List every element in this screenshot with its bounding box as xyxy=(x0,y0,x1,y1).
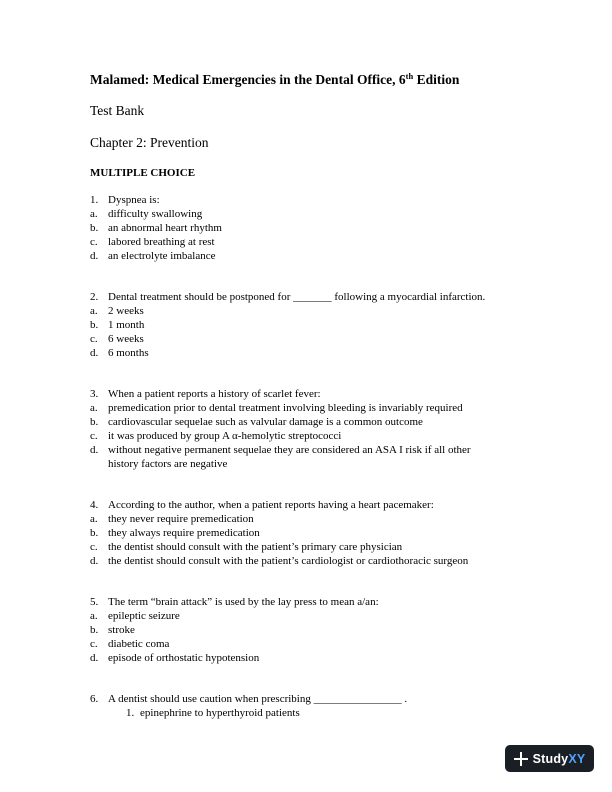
question-2-option-a: a. 2 weeks xyxy=(90,305,144,317)
question-2-option-d: d. 6 months xyxy=(90,347,149,359)
question-3-option-c: c. it was produced by group A α-hemolytic streptococci xyxy=(90,430,342,442)
question-2-option-b: b. 1 month xyxy=(90,319,145,331)
question-6: 6. A dentist should use caution when prescribing ________________ . xyxy=(90,693,408,705)
question-4: 4. According to the author, when a patient reports having a heart pacemaker: xyxy=(90,499,434,511)
studyxy-logo-text: StudyXY xyxy=(532,751,586,766)
plus-icon xyxy=(514,752,528,766)
question-4-option-a: a. they never require premedication xyxy=(90,513,254,525)
question-2: 2. Dental treatment should be postponed for _______ following a myocardial infarction. xyxy=(90,291,486,303)
question-1-option-a: a. difficulty swallowing xyxy=(90,208,203,220)
test-bank-heading: Test Bank xyxy=(90,103,145,118)
question-1-option-b: b. an abnormal heart rhythm xyxy=(90,222,222,234)
question-1: 1. Dyspnea is: xyxy=(90,194,160,206)
question-3-option-d: d. without negative permanent sequelae they are considered an ASA I risk if all other xyxy=(90,444,471,456)
question-2-option-c: c. 6 weeks xyxy=(90,333,144,345)
question-4-option-b: b. they always require premedication xyxy=(90,527,260,539)
question-3-option-b: b. cardiovascular sequelae such as valvular damage is a common outcome xyxy=(90,416,423,428)
question-1-option-c: c. labored breathing at rest xyxy=(90,236,215,248)
question-3: 3. When a patient reports a history of scarlet fever: xyxy=(90,388,321,400)
question-1-option-d: d. an electrolyte imbalance xyxy=(90,250,216,262)
question-3-option-d-continuation: history factors are negative xyxy=(108,458,228,470)
question-5-option-a: a. epileptic seizure xyxy=(90,610,180,622)
question-5-option-b: b. stroke xyxy=(90,624,135,636)
section-heading: MULTIPLE CHOICE xyxy=(90,167,196,179)
studyxy-logo-badge xyxy=(505,745,594,772)
question-5: 5. The term “brain attack” is used by the lay press to mean a/an: xyxy=(90,596,379,608)
chapter-heading: Chapter 2: Prevention xyxy=(90,135,209,150)
question-5-option-d: d. episode of orthostatic hypotension xyxy=(90,652,260,664)
question-3-option-a: a. premedication prior to dental treatment involving bleeding is invariably required xyxy=(90,402,463,414)
question-5-option-c: c. diabetic coma xyxy=(90,638,170,650)
question-4-option-c: c. the dentist should consult with the patient’s primary care physician xyxy=(90,541,403,553)
question-4-option-d: d. the dentist should consult with the patient’s cardiologist or cardiothoracic surgeon xyxy=(90,555,469,567)
document-title: Malamed: Medical Emergencies in the Dental Office, 6th Edition xyxy=(90,71,460,87)
question-6-subitem-1: 1. epinephrine to hyperthyroid patients xyxy=(126,707,300,719)
